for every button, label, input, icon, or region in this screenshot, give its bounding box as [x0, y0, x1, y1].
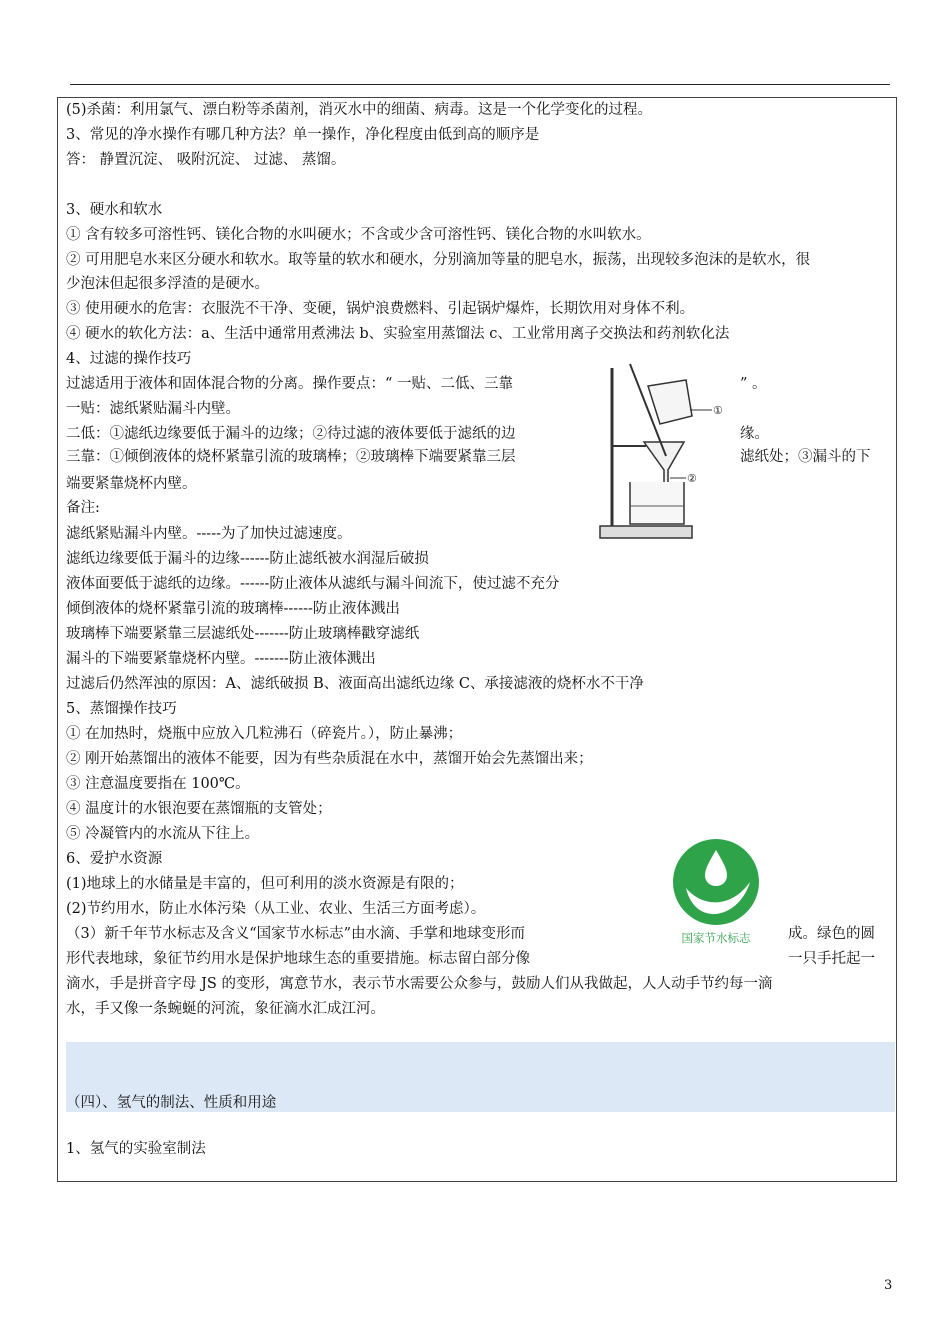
- filtration-title: 4、过滤的操作技巧: [66, 351, 192, 367]
- water-protection-p4-end: 一只手托起一: [788, 951, 875, 967]
- answer-purification: 答： 静置沉淀、 吸附沉淀、 过滤、 蒸馏。: [66, 152, 346, 168]
- distillation-title: 5、蒸馏操作技巧: [66, 701, 177, 717]
- water-protection-p2: (2)节约用水，防止水体污染（从工业、农业、生活三方面考虑）。: [66, 901, 486, 917]
- note-item: 玻璃棒下端要紧靠三层滤纸处-------防止玻璃棒戳穿滤纸: [66, 626, 420, 642]
- hard-water-p2a: ② 可用肥皂水来区分硬水和软水。取等量的软水和硬水，分别滴加等量的肥皂水，振荡，出现较多泡沫的是软水，很: [66, 252, 811, 268]
- logo-caption: 国家节水标志: [681, 933, 751, 945]
- note-item: 滤纸紧贴漏斗内壁。-----为了加快过滤速度。: [66, 526, 352, 542]
- note-item: 液体面要低于滤纸的边缘。------防止液体从滤纸与漏斗间流下，使过滤不充分: [66, 576, 560, 592]
- filtration-three-end: 滤纸处；③漏斗的下: [740, 449, 871, 465]
- distillation-item: ① 在加热时，烧瓶中应放入几粒沸石（碎瓷片。），防止暴沸；: [66, 726, 463, 742]
- hard-water-p3: ③ 使用硬水的危害：衣服洗不干净、变硬，锅炉浪费燃料、引起锅炉爆炸，长期饮用对身体不利。: [66, 301, 695, 317]
- distillation-item: ③ 注意温度要指在 100℃。: [66, 776, 250, 792]
- water-protection-p3-end: 成。绿色的圆: [788, 926, 875, 942]
- filtration-two-end: 缘。: [740, 426, 769, 442]
- filtration-one: 一贴：滤纸紧贴漏斗内壁。: [66, 401, 240, 417]
- filtration-two: 二低：①滤纸边缘要低于漏斗的边缘；②待过滤的液体要低于滤纸的边: [66, 426, 516, 442]
- distillation-item: ④ 温度计的水银泡要在蒸馏瓶的支管处；: [66, 801, 332, 817]
- distillation-item: ⑤ 冷凝管内的水流从下往上。: [66, 826, 260, 842]
- water-protection-p1: (1)地球上的水储量是丰富的，但可利用的淡水资源是有限的；: [66, 876, 464, 892]
- water-protection-p6: 水，手又像一条蜿蜒的河流，象征滴水汇成江河。: [66, 1001, 385, 1017]
- distillation-item: ② 刚开始蒸馏出的液体不能要，因为有些杂质混在水中，蒸馏开始会先蒸馏出来；: [66, 751, 593, 767]
- note-item: 滤纸边缘要低于漏斗的边缘------防止滤纸被水润湿后破损: [66, 551, 429, 567]
- water-protection-title: 6、爱护水资源: [66, 851, 163, 867]
- question-purification: 3、常见的净水操作有哪几种方法？单一操作，净化程度由低到高的顺序是: [66, 127, 540, 143]
- page-number: 3: [884, 1278, 893, 1293]
- hard-water-p4: ④ 硬水的软化方法：a、生活中通常用煮沸法 b、实验室用蒸馏法 c、工业常用离子交换法和药剂软化法: [66, 326, 730, 342]
- hydrogen-sub1: 1、氢气的实验室制法: [66, 1141, 206, 1157]
- label-2: ②: [687, 472, 697, 485]
- pouring-beaker: [648, 380, 692, 424]
- hard-water-p2b: 少泡沫但起很多浮渣的是硬水。: [66, 276, 269, 292]
- water-protection-p4: 形代表地球，象征节约用水是保护地球生态的重要措施。标志留白部分像: [66, 951, 530, 967]
- label-1: ①: [713, 404, 723, 417]
- note-item: 过滤后仍然浑浊的原因：A、滤纸破损 B、液面高出滤纸边缘 C、承接滤液的烧杯水不干净: [66, 676, 644, 692]
- hydrogen-section-title: （四）、氢气的制法、性质和用途: [66, 1095, 277, 1111]
- note-title: 备注:: [66, 500, 100, 516]
- hard-water-title: 3、硬水和软水: [66, 202, 163, 218]
- water-protection-p3: （3）新千年节水标志及含义“国家节水标志”由水滴、手掌和地球变形而: [66, 926, 526, 942]
- filtration-three-cont: 端要紧靠烧杯内壁。: [66, 476, 197, 492]
- water-protection-p5: 滴水，手是拼音字母 JS 的变形，寓意节水，表示节水需要公众参与，鼓励人们从我做起，人人动手节约每一滴: [66, 976, 773, 992]
- receiving-beaker: [630, 482, 684, 524]
- filtration-intro-end: ” 。: [740, 376, 767, 392]
- note-item: 倾倒液体的烧杯紧靠引流的玻璃棒------防止液体溅出: [66, 601, 400, 617]
- note-item: 漏斗的下端要紧靠烧杯内壁。-------防止液体溅出: [66, 651, 376, 667]
- sterilize-text: (5)杀菌：利用氯气、漂白粉等杀菌剂，消灭水中的细菌、病毒。这是一个化学变化的过程。: [66, 102, 653, 118]
- filtration-apparatus-figure: [588, 358, 738, 548]
- stand-base: [600, 526, 692, 538]
- hard-water-p1: ① 含有较多可溶性钙、镁化合物的水叫硬水；不含或少含可溶性钙、镁化合物的水叫软水。: [66, 227, 651, 243]
- filtration-three: 三靠：①倾倒液体的烧杯紧靠引流的玻璃棒；②玻璃棒下端要紧靠三层: [66, 449, 516, 465]
- filtration-intro: 过滤适用于液体和固体混合物的分离。操作要点：“ 一贴、二低、三靠: [66, 376, 514, 392]
- water-saving-logo: [662, 836, 770, 948]
- header-rule: [70, 84, 890, 85]
